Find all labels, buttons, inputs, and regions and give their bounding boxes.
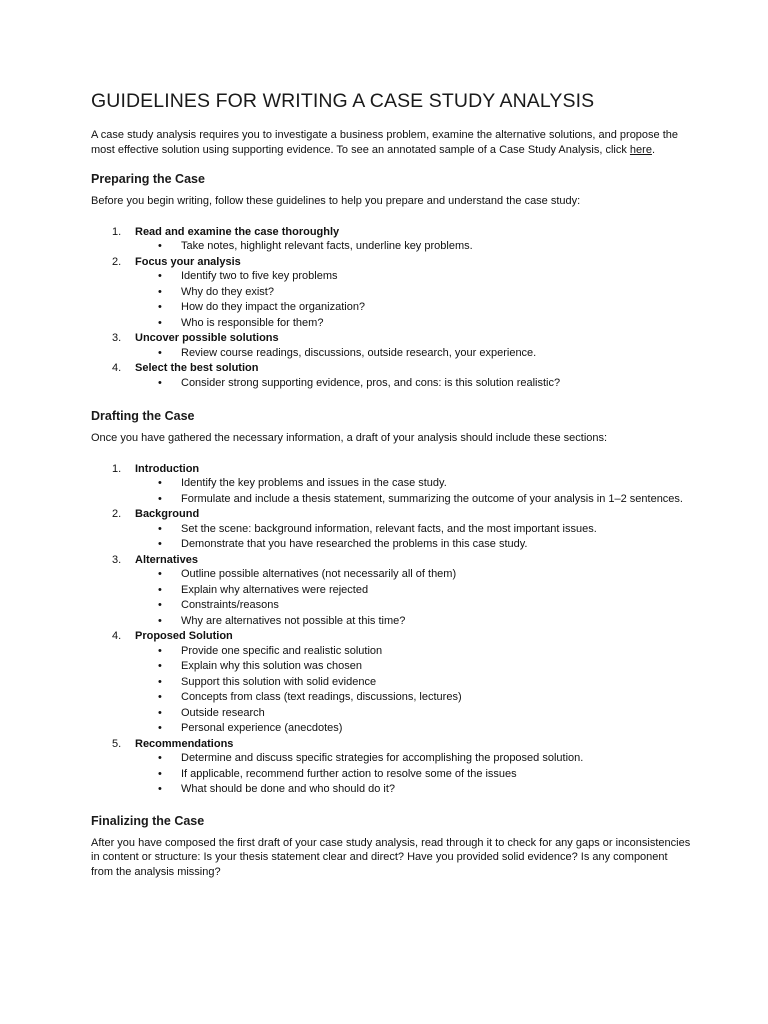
bullet-icon: • [158,240,162,252]
bullet-text: Constraints/reasons [181,599,279,611]
bullet-icon: • [158,538,162,550]
step-item [91,629,691,737]
bullet-icon: • [158,270,162,282]
bullet-item [91,239,691,255]
bullet-icon: • [158,477,162,489]
bullet-icon: • [158,285,162,298]
bullet-icon: • [158,492,162,505]
bullet-text: Identify the key problems and issues in the case study. [181,477,447,489]
bullet-item [91,537,691,553]
bullet-item [91,767,691,783]
bullet-item [91,675,691,691]
step-title: Proposed Solution [135,630,233,642]
bullet-item [91,567,691,583]
preparing-steps-list [91,225,691,392]
drafting-heading: Drafting the Case [91,409,195,423]
bullet-item [91,492,691,508]
bullet-icon: • [158,722,162,734]
preparing-heading: Preparing the Case [91,172,205,186]
step-number: 4. [112,362,122,374]
finalizing-paragraph: After you have composed the first draft of your case study analysis, read through it to check for any gaps or inconsistencies in content or structure: Is your thesis statement clear and direct? Have you provided solid evidence? Is any component from the analysis missing? [91,836,691,878]
preparing-lead: Before you begin writing, follow these guidelines to help you prepare and understand the case study: [91,195,581,207]
bullet-text: Provide one specific and realistic solution [181,644,383,657]
bullet-text: Explain why alternatives were rejected [181,583,369,596]
step-item [91,255,691,332]
bullet-list [91,346,691,362]
bullet-list [91,567,691,629]
bullet-text: How do they impact the organization? [181,301,366,313]
step-number: 2. [112,508,122,520]
bullet-icon: • [158,675,162,688]
bullet-item [91,285,691,301]
bullet-item [91,476,691,492]
bullet-text: Why do they exist? [181,285,274,298]
step-number: 3. [112,332,122,344]
step-item [91,361,691,391]
bullet-item [91,782,691,798]
step-title: Select the best solution [135,362,259,374]
bullet-item [91,751,691,767]
step-title: Read and examine the case thoroughly [135,225,340,238]
bullet-icon: • [158,660,162,672]
bullet-icon: • [158,614,162,627]
step-title: Introduction [135,462,200,475]
bullet-text: Personal experience (anecdotes) [181,722,343,734]
intro-paragraph [91,128,691,157]
bullet-item [91,659,691,675]
bullet-icon: • [158,301,162,313]
bullet-text: Explain why this solution was chosen [181,660,362,672]
document-page [91,90,691,879]
step-item [91,462,691,508]
bullet-icon: • [158,706,162,719]
step-number: 2. [112,255,122,268]
step-item [91,225,691,255]
bullet-icon: • [158,522,162,535]
step-number: 4. [112,630,122,642]
bullet-list [91,269,691,331]
bullet-item [91,583,691,599]
bullet-item [91,300,691,316]
bullet-text: Identify two to five key problems [181,270,338,282]
bullet-icon: • [158,316,162,329]
bullet-icon: • [158,644,162,657]
bullet-item [91,269,691,285]
bullet-text: Outside research [181,706,265,719]
bullet-icon: • [158,752,162,764]
bullet-list [91,376,691,392]
step-title: Focus your analysis [135,255,241,268]
document-title: GUIDELINES FOR WRITING A CASE STUDY ANALYSIS [91,90,595,112]
bullet-text: If applicable, recommend further action to resolve some of the issues [181,767,517,780]
bullet-item [91,522,691,538]
step-item [91,331,691,361]
drafting-steps-list [91,462,691,798]
step-item [91,737,691,798]
bullet-item [91,690,691,706]
bullet-icon: • [158,346,162,359]
step-number: 5. [112,737,122,750]
bullet-item [91,706,691,722]
bullet-text: Consider strong supporting evidence, pros, and cons: is this solution realistic? [181,376,561,389]
step-number: 3. [112,553,122,566]
bullet-list [91,239,691,255]
bullet-icon: • [158,599,162,611]
bullet-text: Review course readings, discussions, outside research, your experience. [181,346,537,359]
bullet-item [91,376,691,392]
bullet-list [91,751,691,798]
bullet-icon: • [158,691,162,703]
bullet-list [91,644,691,737]
bullet-item [91,598,691,614]
bullet-text: Demonstrate that you have researched the problems in this case study. [181,538,528,550]
intro-text: A case study analysis requires you to investigate a business problem, examine the alternative solutions, and propose the most effective solution using supporting evidence. To see an annotated sample of a Case Study Analysis, click [91,129,679,156]
bullet-text: Support this solution with solid evidence [181,675,377,688]
step-title: Uncover possible solutions [135,332,279,344]
bullet-text: Outline possible alternatives (not necessarily all of them) [181,568,457,580]
step-title: Recommendations [135,737,234,750]
step-title: Alternatives [135,553,198,566]
bullet-icon: • [158,783,162,795]
bullet-icon: • [158,376,162,389]
bullet-icon: • [158,583,162,596]
sample-link[interactable]: here [629,143,652,156]
step-title: Background [135,508,200,520]
bullet-text: Why are alternatives not possible at this time? [181,614,406,627]
bullet-list [91,476,691,507]
bullet-item [91,721,691,737]
bullet-text: Determine and discuss specific strategies for accomplishing the proposed solution. [181,752,584,764]
step-item [91,507,691,553]
step-number: 1. [112,225,122,238]
bullet-list [91,522,691,553]
bullet-icon: • [158,568,162,580]
bullet-item [91,316,691,332]
bullet-icon: • [158,767,162,780]
step-item [91,553,691,630]
bullet-text: What should be done and who should do it? [181,783,396,795]
drafting-lead: Once you have gathered the necessary information, a draft of your analysis should include these sections: [91,432,608,444]
bullet-text: Take notes, highlight relevant facts, underline key problems. [181,240,473,252]
bullet-text: Formulate and include a thesis statement, summarizing the outcome of your analysis in 1–2 sentences. [181,492,683,505]
bullet-text: Set the scene: background information, relevant facts, and the most important issues. [181,522,597,535]
bullet-text: Who is responsible for them? [181,316,324,329]
bullet-item [91,614,691,630]
step-number: 1. [112,462,122,475]
finalizing-heading: Finalizing the Case [91,813,205,828]
intro-end: . [651,143,656,156]
bullet-item [91,346,691,362]
bullet-item [91,644,691,660]
bullet-text: Concepts from class (text readings, discussions, lectures) [181,691,462,703]
